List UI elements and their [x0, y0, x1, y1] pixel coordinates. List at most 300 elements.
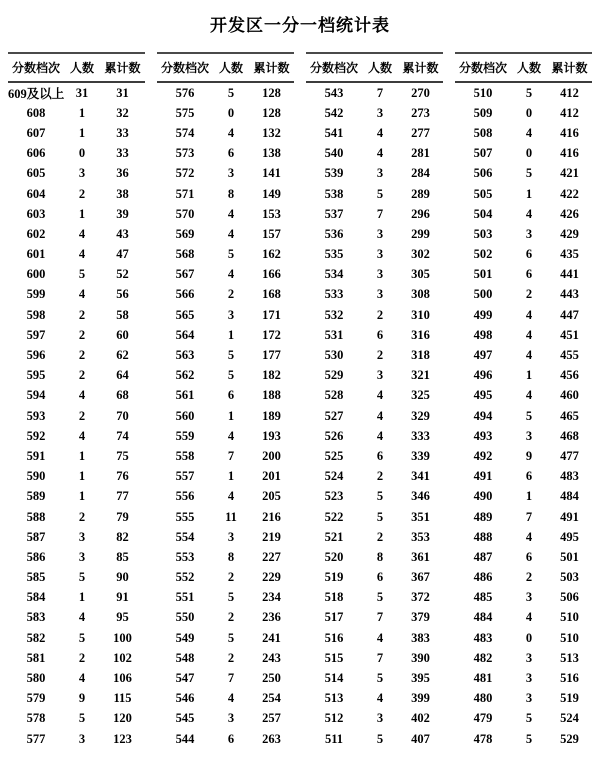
table-row: [306, 285, 443, 305]
score-range-cell: 607: [26, 125, 46, 140]
count-cell: 0: [525, 630, 533, 645]
score-range-cell: 567: [175, 267, 195, 282]
count-cell: 4: [376, 428, 384, 443]
cumulative-cell: 60: [116, 327, 129, 342]
cumulative-cell: 372: [411, 590, 430, 605]
cumulative-cell: 70: [116, 408, 129, 423]
count-cell: 4: [376, 125, 384, 140]
cumulative-cell: 39: [116, 206, 129, 221]
cumulative-cell: 484: [560, 489, 579, 504]
count-cell: 2: [525, 570, 533, 585]
score-range-cell: 602: [26, 226, 46, 241]
table-row: [157, 305, 294, 325]
count-cell: 2: [227, 650, 235, 665]
table-row: [306, 608, 443, 628]
table-row: [8, 709, 145, 729]
score-range-cell: 605: [26, 166, 46, 181]
cumulative-cell: 519: [560, 691, 579, 706]
cumulative-cell: 281: [411, 146, 430, 161]
cumulative-cell: 299: [411, 226, 430, 241]
score-range-cell: 512: [324, 711, 344, 726]
cumulative-cell: 495: [560, 529, 579, 544]
score-range-cell: 508: [473, 125, 493, 140]
table-row: [306, 386, 443, 406]
count-cell: 4: [376, 388, 384, 403]
score-range-cell: 538: [324, 186, 344, 201]
count-cell: 6: [227, 731, 235, 746]
score-range-cell: 509: [473, 105, 493, 120]
count-cell: 0: [78, 146, 86, 161]
count-cell: 7: [376, 650, 384, 665]
cumulative-cell: 171: [262, 307, 281, 322]
count-cell: 2: [376, 529, 384, 544]
table-row: [455, 245, 592, 265]
count-cell: 7: [376, 85, 384, 100]
table-row: [8, 184, 145, 204]
score-range-cell: 587: [26, 529, 46, 544]
count-cell: 7: [227, 448, 235, 463]
table-row: [306, 568, 443, 588]
count-cell: 5: [78, 630, 86, 645]
count-cell: 1: [227, 469, 235, 484]
table-row: [455, 689, 592, 709]
table-row: [455, 568, 592, 588]
table-row: [157, 668, 294, 688]
count-cell: 4: [376, 691, 384, 706]
cumulative-cell: 353: [411, 529, 430, 544]
cumulative-cell: 162: [262, 247, 281, 262]
table-row: [157, 245, 294, 265]
table-row: [157, 588, 294, 608]
table-row: [157, 144, 294, 164]
count-cell: 3: [525, 691, 533, 706]
score-range-cell: 491: [473, 469, 493, 484]
score-range-cell: 544: [175, 731, 195, 746]
table-row: [157, 204, 294, 224]
count-cell: 3: [376, 368, 384, 383]
table-row: [455, 265, 592, 285]
cumulative-cell: 200: [262, 448, 281, 463]
cumulative-cell: 429: [560, 226, 579, 241]
score-range-cell: 559: [175, 428, 195, 443]
count-cell: 4: [376, 146, 384, 161]
count-cell: 7: [525, 509, 533, 524]
count-cell: 1: [78, 489, 86, 504]
cumulative-cell: 503: [560, 570, 579, 585]
table-row: [455, 608, 592, 628]
cumulative-cell: 149: [262, 186, 281, 201]
table-row: [157, 366, 294, 386]
count-cell: 3: [227, 711, 235, 726]
score-range-cell: 530: [324, 348, 344, 363]
score-range-cell: 518: [324, 590, 344, 605]
cumulative-cell: 367: [411, 570, 430, 585]
cumulative-cell: 421: [560, 166, 579, 181]
count-cell: 4: [525, 610, 533, 625]
table-row: [306, 325, 443, 345]
table-row: [306, 628, 443, 648]
count-cell: 8: [227, 549, 235, 564]
score-range-cell: 585: [26, 570, 46, 585]
score-range-cell: 501: [473, 267, 493, 282]
column-header-cumulative: 累计数: [253, 61, 290, 75]
table-row: [8, 325, 145, 345]
table-row: [157, 709, 294, 729]
cumulative-cell: 82: [116, 529, 129, 544]
table-row: [157, 446, 294, 466]
score-range-cell: 529: [324, 368, 344, 383]
column-header-count: 人数: [516, 61, 541, 75]
table-row: [455, 164, 592, 184]
table-row: [157, 568, 294, 588]
table-row: [306, 164, 443, 184]
table-row: [455, 345, 592, 365]
table-row: [8, 204, 145, 224]
score-range-cell: 513: [324, 691, 344, 706]
table-row: [306, 487, 443, 507]
cumulative-cell: 189: [262, 408, 281, 423]
count-cell: 3: [376, 267, 384, 282]
score-range-cell: 502: [473, 247, 493, 262]
score-range-cell: 597: [26, 327, 46, 342]
count-cell: 4: [525, 529, 533, 544]
table-row: [306, 245, 443, 265]
table-row: [455, 709, 592, 729]
count-cell: 1: [525, 186, 533, 201]
count-cell: 4: [525, 327, 533, 342]
score-range-cell: 569: [175, 226, 195, 241]
table-row: [8, 668, 145, 688]
count-cell: 5: [376, 509, 384, 524]
cumulative-cell: 115: [113, 691, 132, 706]
count-cell: 4: [78, 287, 86, 302]
score-range-cell: 528: [324, 388, 344, 403]
column-header-score-range: 分数档次: [458, 61, 507, 75]
count-cell: 7: [376, 206, 384, 221]
score-range-cell: 553: [175, 549, 195, 564]
table-row: [8, 467, 145, 487]
cumulative-cell: 56: [116, 287, 129, 302]
cumulative-cell: 182: [262, 368, 281, 383]
table-row: [8, 588, 145, 608]
score-range-cell: 534: [324, 267, 344, 282]
score-range-cell: 566: [175, 287, 195, 302]
table-row: [8, 507, 145, 527]
count-cell: 3: [78, 731, 86, 746]
score-range-cell: 563: [175, 348, 195, 363]
score-range-cell: 478: [473, 731, 493, 746]
cumulative-cell: 47: [116, 247, 129, 262]
column-header-score-range: 分数档次: [309, 61, 358, 75]
cumulative-cell: 138: [262, 146, 281, 161]
count-cell: 5: [227, 247, 235, 262]
cumulative-cell: 128: [262, 85, 281, 100]
cumulative-cell: 412: [560, 85, 579, 100]
score-range-cell: 586: [26, 549, 46, 564]
score-range-cell: 555: [175, 509, 195, 524]
count-cell: 4: [227, 226, 235, 241]
table-row: [455, 527, 592, 547]
table-header-row: [8, 52, 145, 83]
count-cell: 4: [78, 428, 86, 443]
count-cell: 2: [376, 307, 384, 322]
score-range-cell: 593: [26, 408, 46, 423]
cumulative-cell: 308: [411, 287, 430, 302]
cumulative-cell: 390: [411, 650, 430, 665]
score-range-cell: 488: [473, 529, 493, 544]
cumulative-cell: 120: [113, 711, 132, 726]
score-range-cell: 506: [473, 166, 493, 181]
cumulative-cell: 426: [560, 206, 579, 221]
table-row: [157, 487, 294, 507]
table-row: [455, 668, 592, 688]
score-range-cell: 486: [473, 570, 493, 585]
table-row: [306, 668, 443, 688]
count-cell: 5: [78, 570, 86, 585]
count-cell: 5: [376, 590, 384, 605]
cumulative-cell: 177: [262, 348, 281, 363]
table-row: [306, 689, 443, 709]
cumulative-cell: 318: [411, 348, 430, 363]
table-row: [306, 123, 443, 143]
table-header-row: [306, 52, 443, 83]
column-header-score-range: 分数档次: [11, 61, 60, 75]
count-cell: 2: [227, 287, 235, 302]
score-range-cell: 606: [26, 146, 46, 161]
table-row: [157, 547, 294, 567]
table-row: [455, 144, 592, 164]
score-range-cell: 568: [175, 247, 195, 262]
score-range-cell: 549: [175, 630, 195, 645]
table-row: [8, 568, 145, 588]
table-row: [8, 123, 145, 143]
score-range-cell: 546: [175, 691, 195, 706]
table-row: [455, 426, 592, 446]
score-range-cell: 583: [26, 610, 46, 625]
table-row: [455, 204, 592, 224]
count-cell: 3: [376, 287, 384, 302]
table-row: [157, 123, 294, 143]
cumulative-cell: 241: [262, 630, 281, 645]
score-range-cell: 545: [175, 711, 195, 726]
count-cell: 3: [78, 166, 86, 181]
score-range-cell: 484: [473, 610, 493, 625]
count-cell: 6: [227, 388, 235, 403]
count-cell: 1: [227, 327, 235, 342]
cumulative-cell: 491: [560, 509, 579, 524]
cumulative-cell: 33: [116, 146, 129, 161]
count-cell: 1: [227, 408, 235, 423]
cumulative-cell: 77: [116, 489, 129, 504]
table-row: [306, 265, 443, 285]
table-row: [8, 224, 145, 244]
cumulative-cell: 416: [560, 146, 579, 161]
count-cell: 6: [525, 267, 533, 282]
cumulative-cell: 100: [113, 630, 132, 645]
cumulative-cell: 468: [560, 428, 579, 443]
table-row: [8, 487, 145, 507]
count-cell: 6: [376, 327, 384, 342]
score-range-cell: 540: [324, 146, 344, 161]
count-cell: 1: [78, 125, 86, 140]
score-range-cell: 516: [324, 630, 344, 645]
cumulative-cell: 435: [560, 247, 579, 262]
table-row: [157, 608, 294, 628]
cumulative-cell: 75: [116, 448, 129, 463]
count-cell: 3: [376, 226, 384, 241]
count-cell: 0: [525, 146, 533, 161]
count-cell: 5: [525, 85, 533, 100]
score-range-cell: 490: [473, 489, 493, 504]
cumulative-cell: 254: [262, 691, 281, 706]
table-group-1: [8, 52, 145, 749]
table-body: [306, 83, 443, 749]
count-cell: 4: [525, 125, 533, 140]
score-range-cell: 480: [473, 691, 493, 706]
count-cell: 4: [227, 125, 235, 140]
table-row: [157, 729, 294, 749]
count-cell: 3: [376, 166, 384, 181]
cumulative-cell: 302: [411, 247, 430, 262]
table-row: [306, 184, 443, 204]
count-cell: 3: [525, 428, 533, 443]
count-cell: 3: [525, 650, 533, 665]
count-cell: 4: [78, 671, 86, 686]
table-row: [157, 628, 294, 648]
table-row: [157, 507, 294, 527]
score-range-cell: 505: [473, 186, 493, 201]
table-row: [8, 628, 145, 648]
score-range-cell: 517: [324, 610, 344, 625]
cumulative-cell: 31: [116, 85, 129, 100]
table-body: [455, 83, 592, 749]
table-row: [306, 729, 443, 749]
count-cell: 3: [525, 226, 533, 241]
table-row: [157, 184, 294, 204]
score-range-cell: 541: [324, 125, 344, 140]
score-range-cell: 582: [26, 630, 46, 645]
table-row: [306, 588, 443, 608]
count-cell: 6: [525, 247, 533, 262]
cumulative-cell: 305: [411, 267, 430, 282]
count-cell: 9: [78, 691, 86, 706]
table-group-2: [157, 52, 294, 749]
cumulative-cell: 76: [116, 469, 129, 484]
cumulative-cell: 329: [411, 408, 430, 423]
cumulative-cell: 234: [262, 590, 281, 605]
count-cell: 6: [227, 146, 235, 161]
cumulative-cell: 399: [411, 691, 430, 706]
score-range-cell: 608: [26, 105, 46, 120]
score-range-cell: 576: [175, 85, 195, 100]
cumulative-cell: 62: [116, 348, 129, 363]
column-header-score-range: 分数档次: [160, 61, 209, 75]
count-cell: 5: [525, 166, 533, 181]
count-cell: 2: [376, 469, 384, 484]
table-row: [455, 588, 592, 608]
cumulative-cell: 447: [560, 307, 579, 322]
table-row: [157, 406, 294, 426]
table-row: [8, 729, 145, 749]
cumulative-cell: 32: [116, 105, 129, 120]
count-cell: 3: [525, 671, 533, 686]
table-row: [306, 305, 443, 325]
cumulative-cell: 351: [411, 509, 430, 524]
cumulative-cell: 270: [411, 85, 430, 100]
cumulative-cell: 79: [116, 509, 129, 524]
table-row: [306, 709, 443, 729]
table-row: [306, 446, 443, 466]
score-range-cell: 533: [324, 287, 344, 302]
table-row: [157, 224, 294, 244]
score-range-cell: 603: [26, 206, 46, 221]
count-cell: 4: [78, 247, 86, 262]
table-row: [157, 83, 294, 103]
score-range-cell: 514: [324, 671, 344, 686]
table-row: [8, 285, 145, 305]
count-cell: 5: [376, 186, 384, 201]
table-row: [157, 467, 294, 487]
table-row: [157, 164, 294, 184]
table-row: [306, 547, 443, 567]
cumulative-cell: 395: [411, 671, 430, 686]
count-cell: 4: [227, 691, 235, 706]
count-cell: 5: [525, 731, 533, 746]
score-range-cell: 558: [175, 448, 195, 463]
table-row: [306, 426, 443, 446]
count-cell: 4: [227, 428, 235, 443]
count-cell: 11: [225, 509, 237, 524]
score-range-cell: 556: [175, 489, 195, 504]
score-range-cell: 524: [324, 469, 344, 484]
count-cell: 4: [376, 630, 384, 645]
cumulative-cell: 316: [411, 327, 430, 342]
count-cell: 7: [227, 671, 235, 686]
cumulative-cell: 257: [262, 711, 281, 726]
score-range-cell: 523: [324, 489, 344, 504]
table-row: [8, 689, 145, 709]
score-range-cell: 550: [175, 610, 195, 625]
score-range-cell: 572: [175, 166, 195, 181]
count-cell: 5: [227, 85, 235, 100]
score-distribution-table: [0, 52, 600, 749]
table-header-row: [157, 52, 294, 83]
table-row: [455, 507, 592, 527]
score-range-cell: 479: [473, 711, 493, 726]
score-range-cell: 565: [175, 307, 195, 322]
score-range-cell: 551: [175, 590, 195, 605]
count-cell: 5: [227, 590, 235, 605]
cumulative-cell: 91: [116, 590, 129, 605]
score-range-cell: 537: [324, 206, 344, 221]
table-row: [455, 83, 592, 103]
score-range-cell: 485: [473, 590, 493, 605]
table-row: [157, 325, 294, 345]
count-cell: 5: [376, 731, 384, 746]
score-range-cell: 595: [26, 368, 46, 383]
cumulative-cell: 216: [262, 509, 281, 524]
count-cell: 6: [376, 448, 384, 463]
table-row: [306, 204, 443, 224]
table-row: [455, 366, 592, 386]
score-range-cell: 525: [324, 448, 344, 463]
cumulative-cell: 273: [411, 105, 430, 120]
table-row: [8, 648, 145, 668]
cumulative-cell: 456: [560, 368, 579, 383]
score-range-cell: 543: [324, 85, 344, 100]
cumulative-cell: 236: [262, 610, 281, 625]
score-range-cell: 492: [473, 448, 493, 463]
